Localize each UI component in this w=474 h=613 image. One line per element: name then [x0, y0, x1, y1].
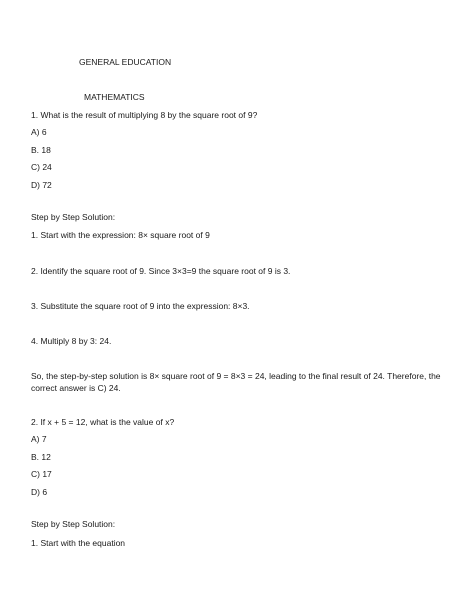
question-1-step-1: 1. Start with the expression: 8× square root of 9	[31, 230, 210, 240]
subject-title: MATHEMATICS	[84, 92, 145, 102]
question-2-step-1: 1. Start with the equation	[31, 538, 126, 548]
question-2-option-b: B. 12	[31, 452, 51, 462]
question-1-step-3: 3. Substitute the square root of 9 into the expression: 8×3.	[31, 301, 250, 311]
question-1-text: 1. What is the result of multiplying 8 by the square root of 9?	[31, 110, 258, 120]
question-1-step-2: 2. Identify the square root of 9. Since 3×3=9 the square root of 9 is 3.	[31, 266, 291, 276]
question-1-step-4: 4. Multiply 8 by 3: 24.	[31, 336, 112, 346]
question-1-solution-title: Step by Step Solution:	[31, 212, 116, 222]
question-1-option-c: C) 24	[31, 162, 52, 172]
question-2-option-d: D) 6	[31, 487, 48, 497]
question-1-conclusion: So, the step-by-step solution is 8× square root of 9 = 8×3 = 24, leading to the final result of 24. Therefore, the correct answer is C) 24.	[31, 371, 441, 393]
question-1-option-a: A) 6	[31, 127, 47, 137]
question-2-text: 2. If x + 5 = 12, what is the value of x?	[31, 417, 175, 427]
question-2-solution-title: Step by Step Solution:	[31, 519, 116, 529]
question-2-option-c: C) 17	[31, 469, 52, 479]
question-1-option-d: D) 72	[31, 180, 52, 190]
question-2-option-a: A) 7	[31, 434, 47, 444]
question-1-option-b: B. 18	[31, 145, 51, 155]
document-header: GENERAL EDUCATION	[79, 57, 172, 67]
